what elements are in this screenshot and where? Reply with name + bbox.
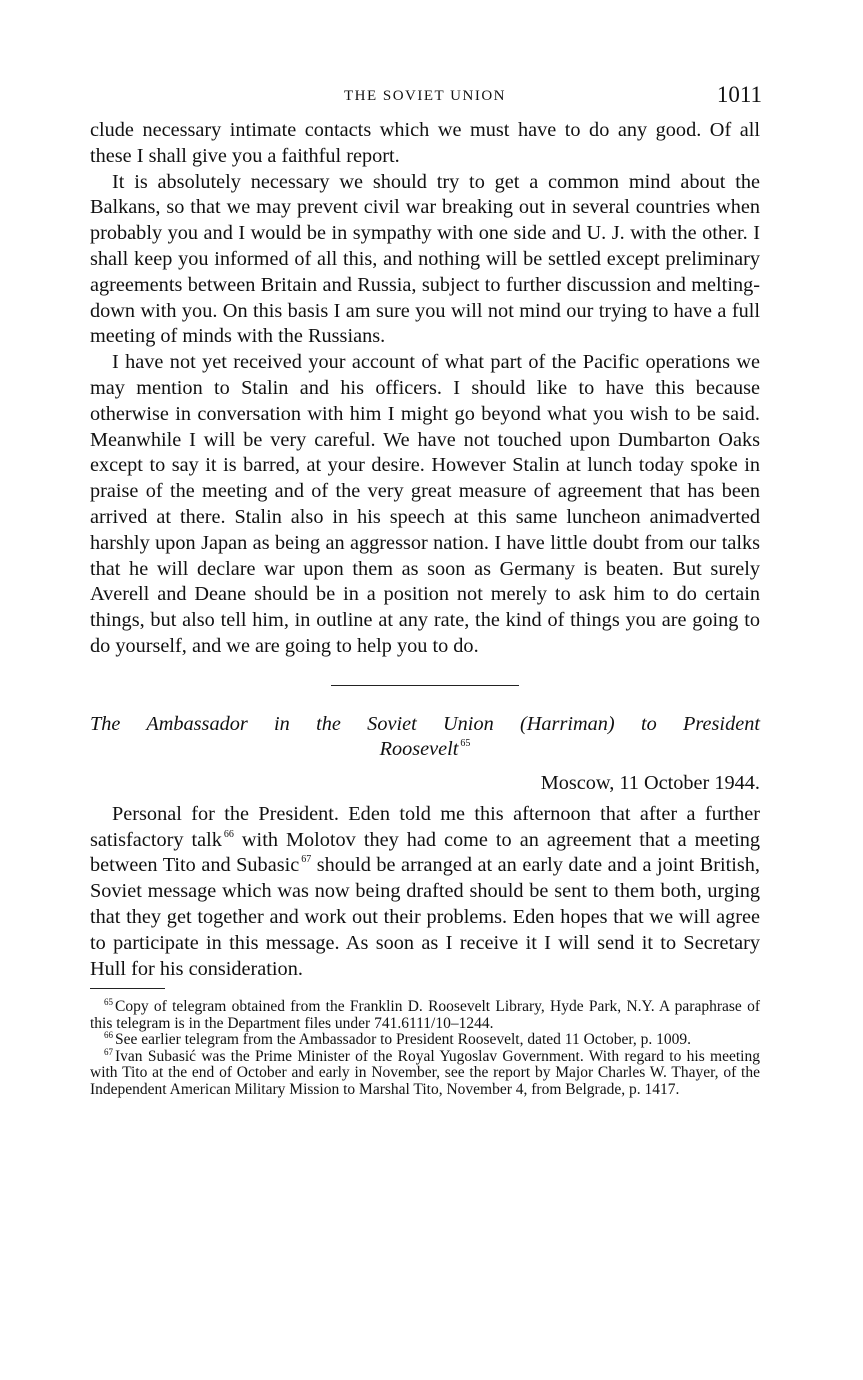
paragraph-balkans: It is absolutely necessary we should try to get a common mind about the Balkans, so that we may prevent civil war breaking out in several countries when probably you and I would be in sympathy with one side and U. J. with the other. I shall keep you informed of all this, and nothing will be settled except preliminary agreements between Britain and Russia, subject to further discussion and melting-down with you. On this basis I am sure you will not mind our trying to have a full meeting of minds with the Russians. — [90, 170, 760, 348]
footnote-ref-65[interactable]: 65 — [460, 737, 471, 749]
footnotes — [90, 999, 760, 1098]
footnote-mark: 65 — [104, 997, 113, 1008]
paragraph-pacific-operations: I have not yet received your account of what part of the Pacific operations we may mention to Stalin and his officers. I should like to have this because otherwise in conversation with him I might go beyond what you wish to be said. Meanwhile I will be very careful. We have not touched upon Dumbarton Oaks except to say it is barred, at your desire. However Stalin at lunch today spoke in praise of the meeting and of the very great measure of agreement that has been arrived at there. Stalin also in his speech at this same luncheon animadverted harshly upon Japan as being an aggressor nation. I have little doubt from our talks that he will declare war upon them as soon as Germany is beaten. But surely Averell and Deane should be in a position not merely to ask him to do certain things, but also tell him, in outline at any rate, the kind of things you are going to do yourself, and we are going to help you to do. — [90, 351, 760, 657]
footnote-text: Copy of telegram obtained from the Franklin D. Roosevelt Library, Hyde Park, N.Y. A paraphrase of this telegram is in the Department files under 741.6111/10–1244. — [90, 998, 760, 1032]
dateline: Moscow, 11 October 1944. — [540, 771, 760, 794]
footnote-ref-67[interactable]: 67 — [301, 854, 312, 866]
footnote-66 — [90, 1032, 760, 1049]
message-text-part1: Personal for the President. Eden told me this afternoon that after a further satisfactory talk — [90, 802, 760, 851]
section-divider — [331, 685, 519, 686]
footnote-mark: 67 — [104, 1046, 113, 1057]
message-paragraph — [90, 802, 760, 983]
document-heading-line1: The Ambassador in the Soviet Union (Harriman) to President — [90, 712, 760, 735]
page — [90, 82, 760, 1098]
footnote-67 — [90, 1046, 760, 1099]
page-number: 1011 — [716, 82, 762, 107]
footnote-mark: 66 — [104, 1030, 113, 1041]
message-text-part3: should be arranged at an early date and a joint British, Soviet message which was now being drafted should be sent to them both, urging that they get together and work out their problems. Eden hopes that we will agree to participate in this message. As soon as I receive it I will send it to Secretary Hull for his consideration. — [90, 854, 760, 980]
document-heading — [90, 712, 760, 762]
message-text-part2: with Molotov they had come to an agreement that a meeting between Tito and Subasic — [90, 828, 761, 877]
footnote-ref-66[interactable]: 66 — [223, 828, 234, 840]
document-heading-line2: Roosevelt — [379, 737, 459, 760]
running-header — [90, 82, 760, 118]
footnote-divider — [90, 988, 165, 989]
footnote-65 — [90, 999, 760, 1032]
paragraph-continuation: clude necessary intimate contacts which we must have to do any good. Of all these I shall give you a faithful report. — [90, 119, 760, 167]
footnote-text: Ivan Subasić was the Prime Minister of the Royal Yugoslav Government. With regard to his meeting with Tito at the end of October and early in November, see the report by Major Charles W. Thayer, of the Independent American Military Mission to Marshal Tito, November 4, from Belgrade, p. 1417. — [90, 1047, 760, 1098]
running-title: THE SOVIET UNION — [343, 88, 507, 104]
footnote-text: See earlier telegram from the Ambassador to President Roosevelt, dated 11 October, p. 1009. — [115, 1031, 692, 1049]
